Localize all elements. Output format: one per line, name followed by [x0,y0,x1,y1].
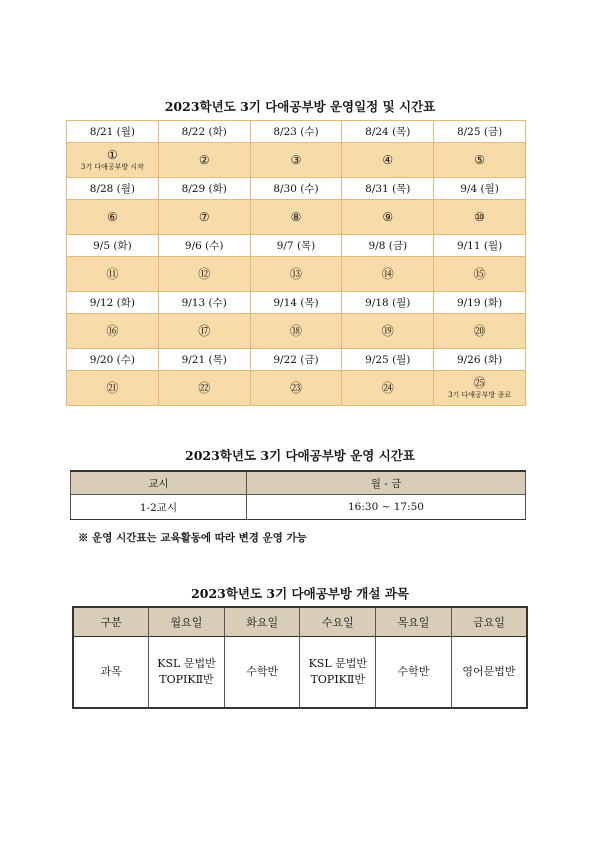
calendar-session-cell [67,200,159,235]
session-number: ⑫ [198,266,211,281]
session-number: ㉔ [381,380,394,395]
calendar-session-cell [67,314,159,349]
calendar-date-cell: 9/6 (수) [158,235,250,257]
session-number: ① [107,147,118,162]
subjects-header-cell: 금요일 [451,607,527,637]
calendar-session-cell [342,371,434,406]
calendar-date-cell: 8/28 (월) [67,178,159,200]
session-number: ⑰ [198,323,211,338]
subjects-header-cell: 화요일 [224,607,300,637]
calendar-session-cell [158,257,250,292]
calendar-session-row [67,200,526,235]
calendar-date-cell: 9/13 (수) [158,292,250,314]
subject-cell [300,637,376,709]
subject-class-name: 수학반 [397,665,430,678]
calendar-session-cell [250,314,342,349]
subject-class-name: TOPIKⅡ반 [159,673,214,686]
calendar-date-cell: 9/25 (월) [342,349,434,371]
calendar-session-cell [67,257,159,292]
calendar-title: 2023학년도 3기 다애공부방 운영일정 및 시간표 [164,99,436,114]
calendar-date-cell: 8/25 (금) [434,121,526,143]
hours-time-value: 16:30 ~ 17:50 [247,495,526,520]
session-number: ③ [290,152,302,167]
calendar-date-cell: 9/5 (화) [67,235,159,257]
calendar-date-cell: 8/29 (화) [158,178,250,200]
calendar-date-cell: 8/23 (수) [250,121,342,143]
calendar-date-row [67,292,526,314]
calendar-date-cell: 8/22 (화) [158,121,250,143]
calendar-date-cell: 9/21 (목) [158,349,250,371]
calendar-session-row [67,371,526,406]
calendar-session-cell [158,371,250,406]
calendar-session-cell [250,257,342,292]
hours-header-days: 월 - 금 [247,471,526,495]
calendar-date-cell: 9/22 (금) [250,349,342,371]
session-number: ② [198,152,210,167]
calendar-session-cell [158,143,250,178]
calendar-date-cell: 8/31 (목) [342,178,434,200]
session-number: ⑥ [107,209,118,224]
session-number: ④ [382,152,394,167]
session-number: ⑬ [289,266,302,281]
session-number: ⑨ [382,209,394,224]
calendar-date-cell: 9/12 (화) [67,292,159,314]
session-note: 3기 다애공부방 종료 [448,390,512,399]
session-number: ㉒ [198,380,211,395]
calendar-session-cell [158,200,250,235]
calendar-session-cell [434,257,526,292]
calendar-session-cell [342,200,434,235]
subject-cell [224,637,300,709]
subjects-table [72,606,528,709]
calendar-date-cell: 9/26 (화) [434,349,526,371]
calendar-date-cell: 9/4 (월) [434,178,526,200]
calendar-date-row [67,178,526,200]
subject-class-name: TOPIKⅡ반 [310,673,365,686]
session-number: ⑳ [473,323,486,338]
hours-period-value: 1-2교시 [71,495,247,520]
calendar-session-cell [342,314,434,349]
subjects-header-cell: 수요일 [300,607,376,637]
subjects-header-cell: 구분 [73,607,149,637]
schedule-calendar-table [66,120,526,406]
calendar-date-cell: 9/7 (목) [250,235,342,257]
calendar-session-row [67,314,526,349]
session-number: ⑯ [106,323,119,338]
hours-header-period: 교시 [71,471,247,495]
subjects-header-cell: 목요일 [376,607,452,637]
session-number: ⑦ [198,209,210,224]
hours-footnote: ※ 운영 시간표는 교육활동에 따라 변경 운영 가능 [78,532,307,544]
calendar-date-cell: 8/30 (수) [250,178,342,200]
session-number: ⑮ [473,266,486,281]
calendar-session-row [67,143,526,178]
session-number: ⑱ [289,323,302,338]
calendar-session-cell [67,371,159,406]
calendar-session-cell [434,143,526,178]
session-number: ⑩ [474,209,485,224]
calendar-date-row [67,349,526,371]
calendar-session-cell [342,143,434,178]
subjects-title: 2023학년도 3기 다애공부방 개설 과목 [191,586,409,601]
subjects-header-cell: 월요일 [149,607,225,637]
session-number: ⑧ [290,209,302,224]
calendar-date-cell: 9/8 (금) [342,235,434,257]
calendar-date-row [67,121,526,143]
calendar-date-cell: 9/18 (월) [342,292,434,314]
calendar-session-cell [434,371,526,406]
subjects-row-label: 과목 [73,637,149,709]
calendar-session-cell [158,314,250,349]
calendar-session-cell [250,371,342,406]
subject-class-name: KSL 문법반 [157,657,216,670]
session-number: ㉑ [106,380,119,395]
calendar-date-cell: 8/21 (월) [67,121,159,143]
calendar-session-cell [67,143,159,178]
session-number: ⑲ [381,323,394,338]
calendar-session-row [67,257,526,292]
calendar-date-cell: 9/14 (목) [250,292,342,314]
calendar-session-cell [342,257,434,292]
calendar-session-cell [434,314,526,349]
calendar-date-cell: 9/20 (수) [67,349,159,371]
subject-cell [149,637,225,709]
calendar-date-cell: 9/11 (월) [434,235,526,257]
session-note: 3기 다애공부방 시작 [80,162,144,171]
operating-hours-table [70,470,526,520]
calendar-date-cell: 8/24 (목) [342,121,434,143]
hours-title: 2023학년도 3기 다애공부방 운영 시간표 [185,448,415,463]
subject-cell [376,637,452,709]
calendar-session-cell [250,143,342,178]
session-number: ㉓ [289,380,302,395]
calendar-session-cell [250,200,342,235]
calendar-date-row [67,235,526,257]
subject-class-name: KSL 문법반 [308,657,368,670]
calendar-date-cell: 9/19 (화) [434,292,526,314]
session-number: ⑤ [474,152,485,167]
session-number: ⑪ [106,266,119,281]
session-number: ⑭ [381,266,394,281]
session-number: ㉕ [473,375,486,390]
calendar-session-cell [434,200,526,235]
subject-cell [451,637,527,709]
subject-class-name: 수학반 [246,665,279,678]
subject-class-name: 영어문법반 [462,665,516,678]
